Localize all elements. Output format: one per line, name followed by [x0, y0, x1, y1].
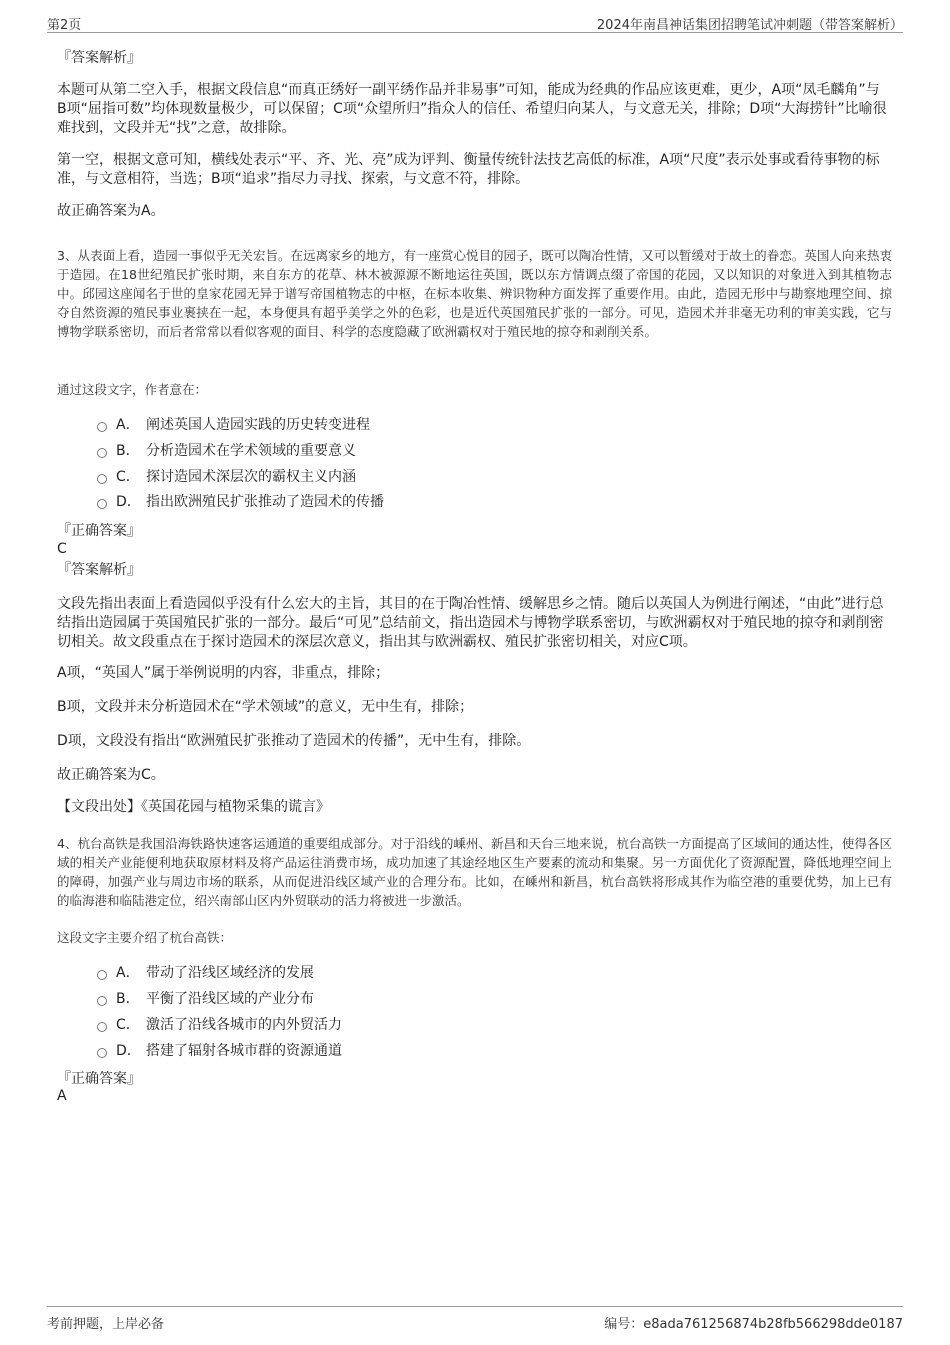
option-c[interactable]: C． 激活了沿线各城市的内外贸活力 [97, 1015, 342, 1035]
question-4-prompt: 这段文字主要介绍了杭台高铁： [57, 930, 233, 945]
radio-icon[interactable] [97, 474, 107, 484]
radio-icon[interactable] [97, 970, 107, 980]
analysis-paragraph: 本题可从第二空入手，根据文段信息“而真正绣好一副平绣作品并非易事”可知，能成为经典的作品应该更难，更少，A项“凤毛麟角”与B项“屈指可数”均体现数量极少，可以保留；C项“众望所归”指众人的信任、希望归向某人，与文意无关，排除；D项“大海捞针”比喻很难找到，文段并无“找”之意，故排除。 [57, 82, 887, 136]
question-3-prompt: 通过这段文字，作者意在： [57, 382, 208, 397]
analysis-paragraph: B项，文段并未分析造园术在“学术领域”的意义，无中生有，排除； [57, 699, 474, 715]
radio-icon[interactable] [97, 422, 107, 432]
analysis-paragraph: D项，文段没有指出“欧洲殖民扩张推动了造园术的传播”，无中生有，排除。 [57, 733, 531, 749]
source-citation: 【文段出处】《英国花园与植物采集的谎言》 [57, 799, 330, 815]
correct-answer: C [57, 541, 67, 557]
option-d[interactable]: D． 指出欧洲殖民扩张推动了造园术的传播 [97, 492, 384, 512]
page-number: 第2页 [47, 18, 82, 33]
analysis-label: 『答案解析』 [57, 562, 141, 578]
analysis-paragraph: 第一空，根据文意可知，横线处表示“平、齐、光、亮”成为评判、衡量传统针法技艺高低的标准，A项“尺度”表示处事或看待事物的标准，与文意相符，当选；B项“追求”指尽力寻找、探索，与文意不符，排除。 [57, 152, 880, 187]
analysis-paragraph: A项，“英国人”属于举例说明的内容，非重点，排除； [57, 665, 390, 681]
radio-icon[interactable] [97, 1022, 107, 1032]
question-4-text: 4、杭台高铁是我国沿海铁路快速客运通道的重要组成部分。对于沿线的嵊州、新昌和天台三地来说，杭台高铁一方面提高了区域间的通达性，使得各区域的相关产业能便利地获取原材料及将产品运往消费市场，成功加速了其途经地区生产要素的流动和集聚。另一方面优化了资源配置，降低地理空间上的障碍，加强产业与周边市场的联系，从而促进沿线区域产业的合理分布。比如，在嵊州和新昌，杭台高铁将形成其作为临空港的重要优势，加上已有的临海港和临陆港定位，绍兴南部山区内外贸联动的活力将被进一步激活。 [57, 836, 892, 908]
question-3-text: 3、从表面上看，造园一事似乎无关宏旨。在远离家乡的地方，有一座赏心悦目的园子，既可以陶冶性情，又可以暂缓对于故土的眷恋。英国人向来热衷于造园。在18世纪殖民扩张时期，来自东方的花草、林木被源源不断地运往英国，既以东方情调点缀了帝国的花园，又以知识的对象进入到其植物志中。邱园这座闻名于世的皇家花园无异于谱写帝国植物志的中枢，在标本收集、辨识物种方面发挥了重要作用。由此，造园无形中与勘察地理空间、掠夺自然资源的殖民事业裹挟在一起，本身便具有超乎美学之外的色彩，也是近代英国殖民扩张的一部分。可见，造园术并非毫无功利的审美实践，它与博物学联系密切，而后者常常以看似客观的面目、科学的态度隐藏了欧洲霸权对于殖民地的掠夺和剥削关系。 [57, 248, 892, 339]
radio-icon[interactable] [97, 448, 107, 458]
correct-answer-label: 『正确答案』 [57, 523, 141, 539]
page-footer [47, 1306, 903, 1332]
correct-answer: A [57, 1088, 67, 1104]
option-a[interactable]: A． 带动了沿线区域经济的发展 [97, 963, 314, 983]
analysis-conclusion: 故正确答案为A。 [57, 203, 165, 219]
option-d[interactable]: D． 搭建了辐射各城市群的资源通道 [97, 1041, 342, 1061]
page-header [47, 12, 903, 33]
document-id: 编号：e8ada761256874b28fb566298dde0187 [604, 1317, 903, 1332]
radio-icon[interactable] [97, 499, 107, 509]
document-title: 2024年南昌神话集团招聘笔试冲刺题（带答案解析） [596, 18, 903, 33]
analysis-label: 『答案解析』 [57, 50, 141, 66]
radio-icon[interactable] [97, 996, 107, 1006]
option-b[interactable]: B． 平衡了沿线区域的产业分布 [97, 989, 314, 1009]
correct-answer-label: 『正确答案』 [57, 1071, 141, 1087]
footer-slogan: 考前押题，上岸必备 [47, 1317, 165, 1332]
option-b[interactable]: B． 分析造园术在学术领域的重要意义 [97, 441, 356, 461]
analysis-paragraph: 文段先指出表面上看造园似乎没有什么宏大的主旨，其目的在于陶冶性情、缓解思乡之情。随后以英国人为例进行阐述，“由此”进行总结指出造园属于英国殖民扩张的一部分。最后“可见”总结前文，指出造园术与博物学联系密切，与欧洲霸权对于殖民地的掠夺和剥削密切相关。故文段重点在于探讨造园术的深层次意义，指出其与欧洲霸权、殖民扩张密切相关，对应C项。 [57, 596, 884, 650]
analysis-conclusion: 故正确答案为C。 [57, 767, 165, 783]
radio-icon[interactable] [97, 1048, 107, 1058]
option-a[interactable]: A． 阐述英国人造园实践的历史转变进程 [97, 415, 370, 435]
option-c[interactable]: C． 探讨造园术深层次的霸权主义内涵 [97, 467, 356, 487]
